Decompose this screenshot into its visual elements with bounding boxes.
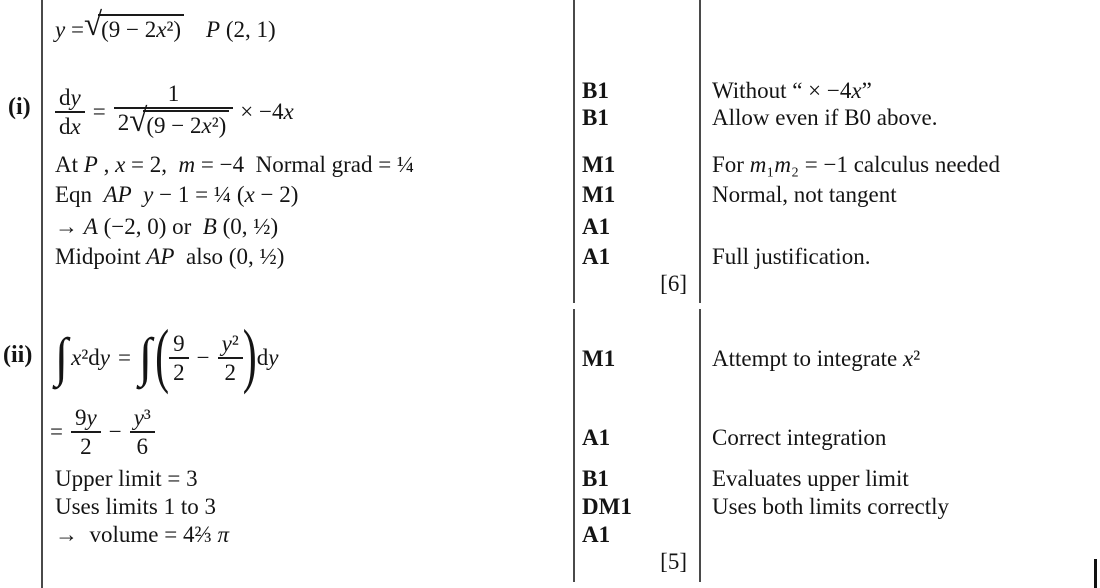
mark-b1-1: B1	[582, 78, 609, 103]
numerator: 1	[167, 81, 180, 107]
comment-normal-not-tangent: Normal, not tangent	[712, 182, 897, 207]
coefficient: 2	[117, 109, 130, 135]
open-paren: (	[155, 317, 170, 397]
frac-9y-2	[71, 405, 101, 460]
page-edge-tick	[1094, 559, 1097, 588]
integral-sign: ∫	[138, 328, 153, 388]
part-label-ii: (ii)	[3, 342, 33, 368]
mark-m1-1: M1	[582, 152, 616, 177]
mark-a1-2: A1	[582, 522, 611, 547]
part-ii-total: [5]	[660, 549, 687, 574]
part-i-total: [6]	[660, 271, 687, 296]
mark-a1-2: A1	[582, 244, 611, 269]
frac-derivative	[114, 81, 234, 143]
point-p: P (2, 1)	[206, 17, 276, 42]
denominator: 2	[218, 357, 243, 386]
equals-sign: =	[50, 419, 63, 444]
working-line-midpoint: Midpoint AP also (0, ½)	[55, 244, 285, 269]
integrand-x2dy: x²dy	[71, 345, 110, 370]
part-label-i: (i)	[8, 94, 31, 120]
comment-m1m2: For m₁m₂ = −1 calculus needed	[712, 152, 1000, 177]
divider-part-column	[41, 0, 43, 588]
numerator: y²	[221, 330, 239, 356]
numerator: 9y	[74, 404, 97, 430]
close-paren: )	[242, 317, 257, 397]
divider-marks-right-bottom	[699, 309, 701, 582]
sqrt-sign: √	[129, 102, 148, 139]
frac-y2-2	[218, 331, 243, 386]
working-line-volume: → volume = 4⅔ π	[55, 522, 229, 547]
radicand: (9 − 2x²)	[143, 110, 229, 139]
denominator: 2	[169, 357, 189, 386]
integral-sign: ∫	[55, 328, 69, 388]
times-minus-4x: × −4x	[240, 99, 294, 124]
radicand: (9 − 2x²)	[98, 14, 184, 43]
denominator: dx	[55, 111, 85, 140]
mark-m1: M1	[582, 346, 616, 371]
mark-b1-2: B1	[582, 105, 609, 130]
equals-sign: =	[118, 345, 131, 370]
curve-lhs: y =	[55, 17, 84, 42]
comment-evaluates-upper: Evaluates upper limit	[712, 466, 909, 491]
radical	[83, 6, 184, 47]
mark-b1: B1	[582, 466, 609, 491]
numerator: y³	[133, 404, 151, 430]
mark-a1-1: A1	[582, 425, 611, 450]
sqrt-sign: √	[83, 6, 103, 43]
frac-9-2	[169, 331, 189, 386]
divider-marks-left-top	[573, 0, 575, 303]
minus-sign: −	[108, 419, 122, 444]
numerator: dy	[59, 84, 81, 110]
equals-sign: =	[92, 99, 106, 124]
working-line-upper-limit: Upper limit = 3	[55, 466, 198, 491]
working-line-at-p: At P , x = 2, m = −4 Normal grad = ¼	[55, 152, 415, 177]
numerator: 9	[173, 330, 185, 356]
radical	[129, 102, 229, 143]
comment-attempt-integrate: Attempt to integrate x²	[712, 346, 921, 371]
working-line-eqn-ap: Eqn AP y − 1 = ¼ (x − 2)	[55, 182, 299, 207]
working-line-points-ab: → A (−2, 0) or B (0, ½)	[55, 214, 279, 239]
working-line-uses-limits: Uses limits 1 to 3	[55, 494, 217, 519]
comment-allow-b0: Allow even if B0 above.	[712, 105, 938, 130]
equation-integral	[55, 317, 279, 397]
divider-marks-right-top	[699, 0, 701, 303]
mark-dm1: DM1	[582, 494, 632, 519]
equation-curve	[55, 8, 276, 52]
comment-without-4x: Without “ × −4x”	[712, 78, 872, 103]
frac-dy-dx	[55, 85, 85, 140]
comment-uses-both-limits: Uses both limits correctly	[712, 494, 949, 519]
denominator: 2	[71, 431, 101, 460]
equation-result	[50, 398, 155, 466]
denominator: 6	[130, 431, 155, 460]
minus-sign: −	[196, 345, 210, 370]
comment-full-justification: Full justification.	[712, 244, 871, 269]
frac-y3-6	[130, 405, 155, 460]
divider-marks-left-bottom	[573, 309, 575, 582]
mark-m1-2: M1	[582, 182, 616, 207]
denominator	[114, 102, 234, 143]
dy-tail: dy	[256, 345, 279, 370]
equation-derivative	[55, 76, 294, 148]
comment-correct-integration: Correct integration	[712, 425, 887, 450]
mark-a1-1: A1	[582, 214, 611, 239]
